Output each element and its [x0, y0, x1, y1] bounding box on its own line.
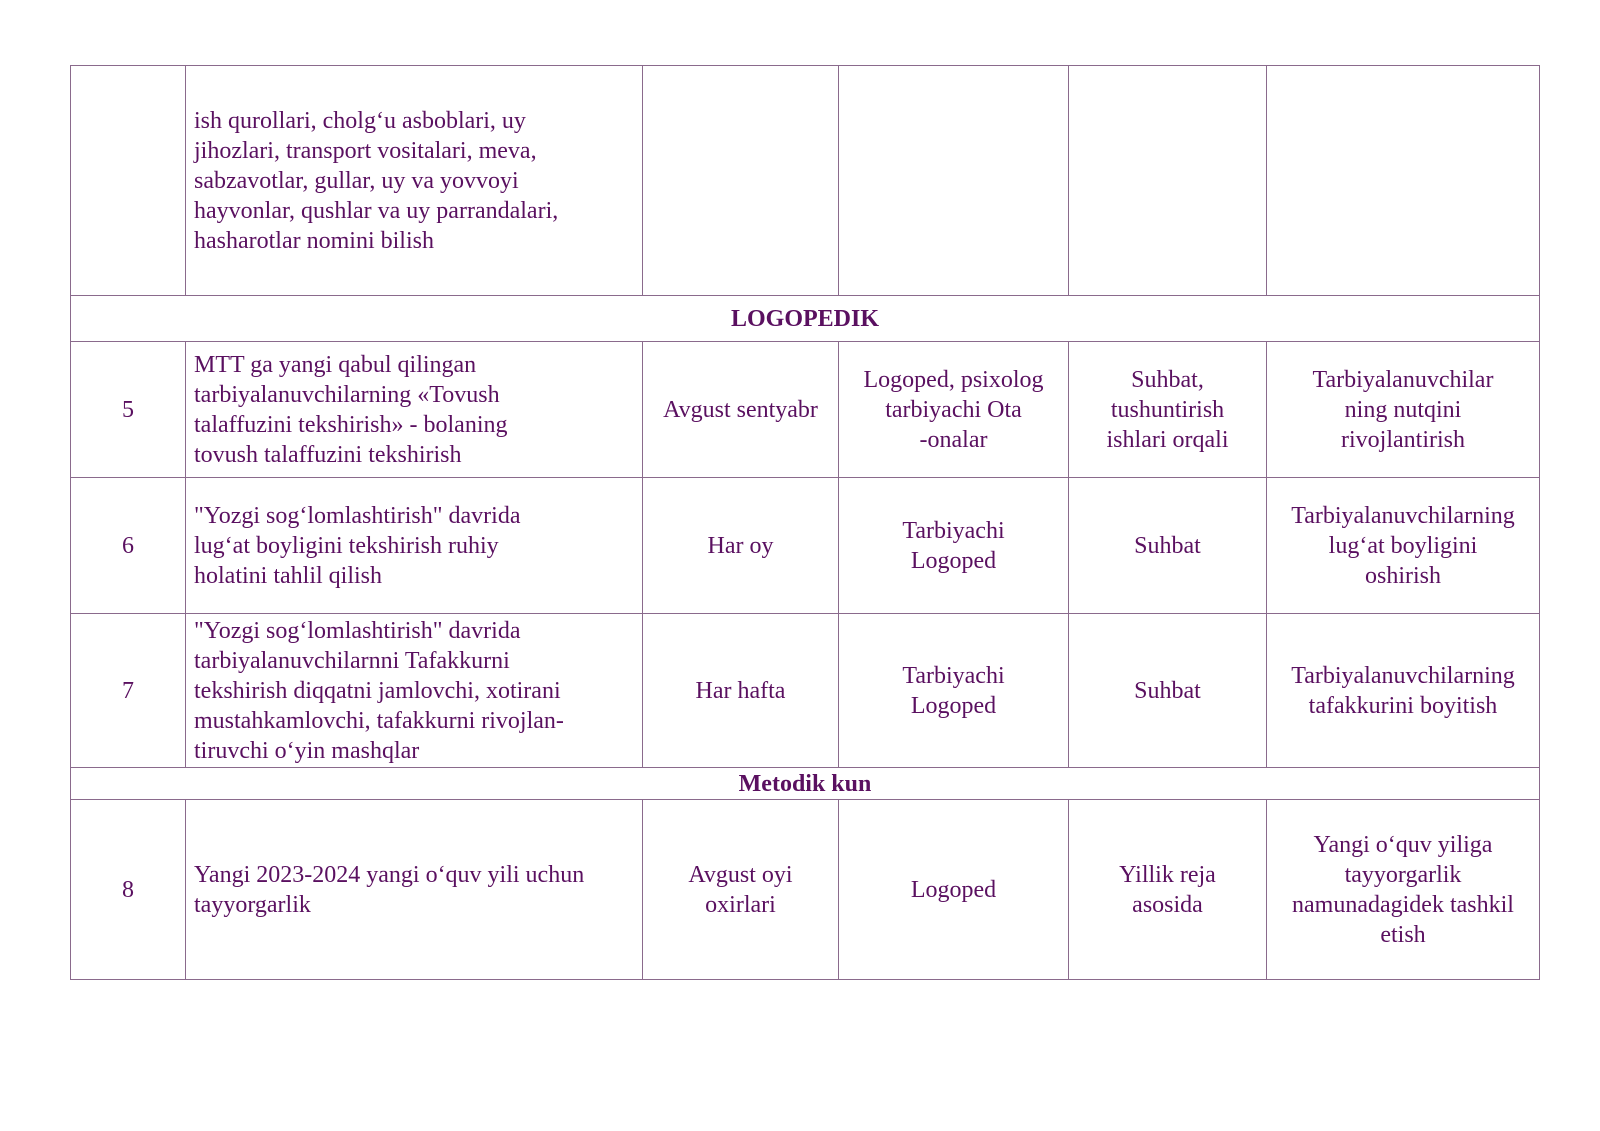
cell-num: 7 [71, 614, 186, 768]
cell-method [1069, 66, 1267, 296]
method-text: Suhbat, tushuntirish ishlari orqali [1106, 366, 1229, 453]
description-text: "Yozgi sog‘lomlashtirish" davrida tarbiyalanuvchilarnni Tafakkurni tekshirish diqqatni jamlovchi, xotirani mustahkamlovchi, tafakkurni rivojlan- tiruvchi o‘yin mashqlar [194, 617, 564, 764]
description-text: ish qurollari, cholg‘u asboblari, uy jihozlari, transport vositalari, meva, sabzavotlar, gullar, uy va yovvoyi hayvonlar, qushlar va uy parrandalari, hasharotlar nomini bilish [194, 107, 559, 254]
responsible-text: Logoped, psixolog tarbiyachi Ota -onalar [863, 366, 1044, 453]
section-title-metodik: Metodik kun [71, 768, 1540, 800]
document-page [70, 65, 1539, 980]
cell-time [643, 614, 839, 768]
cell-description [186, 342, 643, 478]
cell-responsible [839, 478, 1069, 614]
time-text: Avgust sentyabr [663, 396, 818, 423]
cell-num: 8 [71, 800, 186, 980]
table-row [71, 614, 1540, 768]
time-text: Har hafta [695, 677, 786, 704]
result-text: Tarbiyalanuvchilar ning nutqini rivojlantirish [1312, 366, 1494, 453]
cell-responsible [839, 342, 1069, 478]
section-row-metodik [71, 768, 1540, 800]
cell-result [1267, 478, 1540, 614]
cell-method [1069, 800, 1267, 980]
work-plan-table [70, 65, 1540, 980]
responsible-text: Logoped [910, 876, 997, 903]
time-text: Avgust oyi oxirlari [688, 861, 793, 918]
table-row-continuation [71, 66, 1540, 296]
cell-method [1069, 478, 1267, 614]
section-row-logopedik [71, 296, 1540, 342]
cell-result [1267, 614, 1540, 768]
result-text: Tarbiyalanuvchilarning lug‘at boyligini oshirish [1291, 502, 1515, 589]
result-text: Tarbiyalanuvchilarning tafakkurini boyitish [1291, 662, 1515, 719]
time-text: Har oy [707, 532, 774, 559]
cell-time [643, 478, 839, 614]
responsible-text: Tarbiyachi Logoped [902, 662, 1005, 719]
cell-responsible [839, 800, 1069, 980]
cell-method [1069, 614, 1267, 768]
cell-description [186, 614, 643, 768]
method-text: Yillik reja asosida [1119, 861, 1216, 918]
section-title-logopedik: LOGOPEDIK [71, 296, 1540, 342]
cell-method [1069, 342, 1267, 478]
table-row [71, 478, 1540, 614]
description-text: "Yozgi sog‘lomlashtirish" davrida lug‘at boyligini tekshirish ruhiy holatini tahlil qilish [194, 502, 521, 589]
cell-description [186, 800, 643, 980]
description-text: Yangi 2023-2024 yangi o‘quv yili uchun tayyorgarlik [194, 861, 585, 918]
cell-num: 5 [71, 342, 186, 478]
table-row [71, 342, 1540, 478]
cell-num: 6 [71, 478, 186, 614]
cell-time [643, 66, 839, 296]
cell-responsible [839, 66, 1069, 296]
method-text: Suhbat [1134, 677, 1201, 704]
result-text: Yangi o‘quv yiliga tayyorgarlik namunadagidek tashkil etish [1292, 831, 1514, 948]
cell-time [643, 342, 839, 478]
cell-num [71, 66, 186, 296]
table-row [71, 800, 1540, 980]
cell-time [643, 800, 839, 980]
cell-result [1267, 342, 1540, 478]
cell-description [186, 66, 643, 296]
method-text: Suhbat [1134, 532, 1201, 559]
description-text: MTT ga yangi qabul qilingan tarbiyalanuvchilarning «Tovush talaffuzini tekshirish» - bolaning tovush talaffuzini tekshirish [194, 351, 508, 468]
cell-description [186, 478, 643, 614]
cell-result [1267, 800, 1540, 980]
cell-result [1267, 66, 1540, 296]
cell-responsible [839, 614, 1069, 768]
responsible-text: Tarbiyachi Logoped [902, 517, 1005, 574]
